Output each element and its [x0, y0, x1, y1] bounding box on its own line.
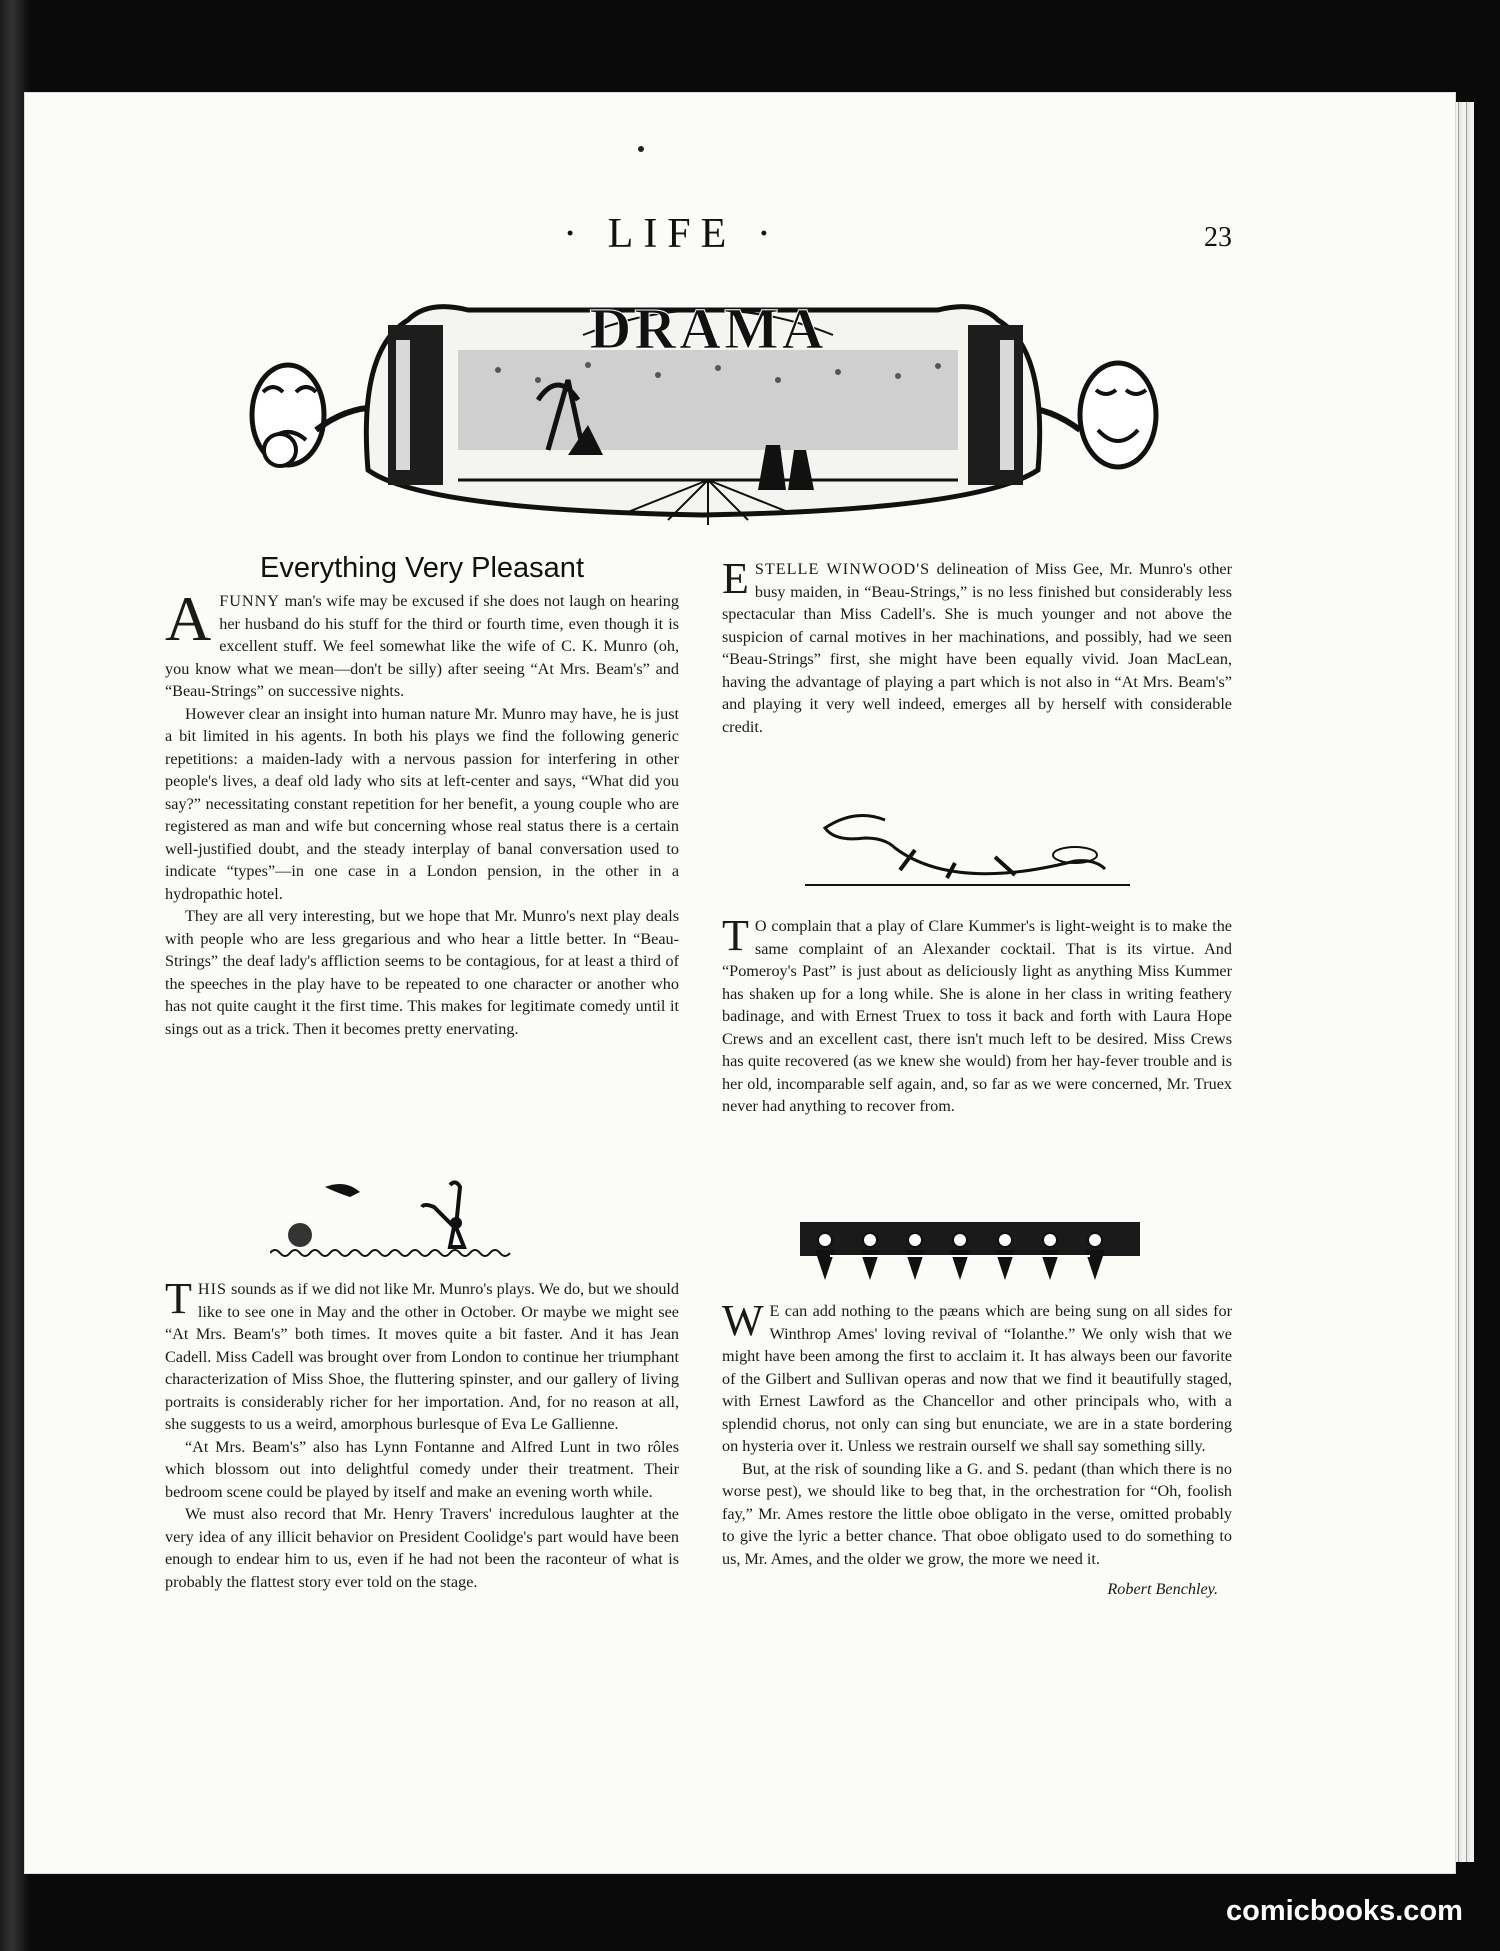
paragraph: THIS sounds as if we did not like Mr. Munro's plays. We do, but we should like to see one in May and the other in October. Or maybe we might see “At Mrs. Beam's” both times. It moves quite a bit faster. And it has Jean Cadell. Miss Cadell was brought over from London to continue her triumphant characterization of Miss Shoe, the fluttering spinster, and our gallery of living portraits is considerably richer for her importation. And, for no reason at all, she suggests to us a weird, amorphous burlesque of Eva Le Gallienne.: [165, 1274, 679, 1433]
masthead: · LIFE ·: [563, 211, 781, 257]
drop-cap: T: [165, 1274, 192, 1323]
dancers-frieze-illustration: [800, 1222, 1140, 1284]
banner-title: DRAMA: [589, 296, 827, 361]
left-column: [165, 583, 679, 1040]
drop-cap: A: [165, 583, 212, 654]
print-speck: [638, 146, 644, 152]
paragraph: However clear an insight into human nature Mr. Munro may have, he is just a bit limited in his agents. In both his plays we find the following generic repetitions: a maiden-lady with a nervous passion for interfering in other people's lives, a deaf old lady who sits at left-center and says, “What did you say?” necessitating constant repetition for her benefit, a young couple who are registered as man and wife but concerning whose real status there is a certain well-justified doubt, and the steady interplay of banal conversation used to indicate “types”—in one case in a London pension, in the other in a hydropathic hotel.: [165, 704, 679, 903]
paragraph: ESTELLE WINWOOD'S delineation of Miss Gee, Mr. Munro's other busy maiden, in “Beau-Strings,” is no less finished but considerably less spectacular than Miss Cadell's. She is much younger and not above the suspicion of carnal motives in her machinations, and possibly, had we seen “Beau-Strings” first, she might have been equally vivid. Joan MacLean, having the advantage of playing a part which is not also in “At Mrs. Beam's” and playing it very well indeed, emerges all by herself with considerable credit.: [722, 554, 1232, 736]
right-column-continued: [722, 911, 1232, 1118]
site-watermark: comicbooks.com: [1226, 1895, 1463, 1927]
article-headline: Everything Very Pleasant: [259, 552, 584, 584]
page-number: 23: [1204, 222, 1232, 253]
drop-cap: W: [722, 1296, 764, 1345]
drop-cap: E: [722, 554, 749, 603]
paragraph: “At Mrs. Beam's” also has Lynn Fontanne and Alfred Lunt in two rôles which blossom out into delightful comedy under their treatment. Their bedroom scene could be played by itself and make an evening worth while.: [165, 1437, 679, 1501]
paragraph: We must also record that Mr. Henry Travers' incredulous laughter at the very idea of any illicit behavior on President Coolidge's part would have been enough to endear him to us, even if he had not been the raconteur of what is probably the flattest story ever told on the stage.: [165, 1505, 679, 1591]
drop-cap: T: [722, 911, 749, 960]
dancing-figure-illustration: [270, 1175, 520, 1265]
paragraph: AFUNNY man's wife may be excused if she does not laugh on hearing her husband do his stuff for the third or fourth time, even though it is excellent stuff. We feel somewhat like the wife of C. K. Munro (oh, you know what we mean—don't be silly) after seeing “At Mrs. Beam's” and “Beau-Strings” on successive nights.: [165, 583, 679, 700]
paragraph: They are all very interesting, but we hope that Mr. Munro's next play deals with people who are less gregarious and who hear a little better. In “Beau-Strings” the deaf lady's affliction seems to be contagious, for at least a third of the speeches in the play have to be repeated to one character or another who has not quite caught it the first time. This makes for legitimate comedy until it sings out as a trick. Then it becomes pretty enervating.: [165, 907, 679, 1038]
author-signature: Robert Benchley.: [1107, 1580, 1218, 1598]
drama-banner: [238, 280, 1170, 530]
paragraph: But, at the risk of sounding like a G. and S. pedant (than which there is no worse pest), we should like to beg that, in the orchestration for “Oh, foolish fay,” Mr. Ames restore the little oboe obligato in the verse, omitted probably to give the lyric a better chance. That oboe obligato used to do something to us, Mr. Ames, and the older we grow, the more we need it.: [722, 1459, 1232, 1568]
paragraph: T O complain that a play of Clare Kummer's is light-weight is to make the same complaint of an Alexander cocktail. That is its virtue. And “Pomeroy's Past” is just about as deliciously light as anything Miss Kummer has shaken up for a long while. She is alone in her class in writing feathery badinage, and with Ernest Truex to toss it back and forth with Laura Hope Crews and an excellent cast, there isn't much left to be desired. Miss Crews has quite recovered (as we knew she would) from her hay-fever trouble and is her old, incomparable self again, and, so far as we were concerned, Mr. Truex never had anything to recover from.: [722, 911, 1232, 1115]
animal-illustration: [805, 805, 1130, 890]
left-column-continued: [165, 1274, 679, 1593]
paragraph: W E can add nothing to the pæans which are being sung on all sides for Winthrop Ames' loving revival of “Iolanthe.” We only wish that we might have been among the first to acclaim it. It has always been our favorite of the Gilbert and Sullivan operas and now that we find it beautifully staged, with Ernest Lawford as the Chancellor and other principals who, with a splendid chorus, not only can sing but enunciate, we are in a state bordering on hysteria over it. Unless we restrain ourself we shall say something silly.: [722, 1296, 1232, 1455]
right-column: [722, 554, 1232, 738]
right-column-final: [722, 1296, 1232, 1601]
